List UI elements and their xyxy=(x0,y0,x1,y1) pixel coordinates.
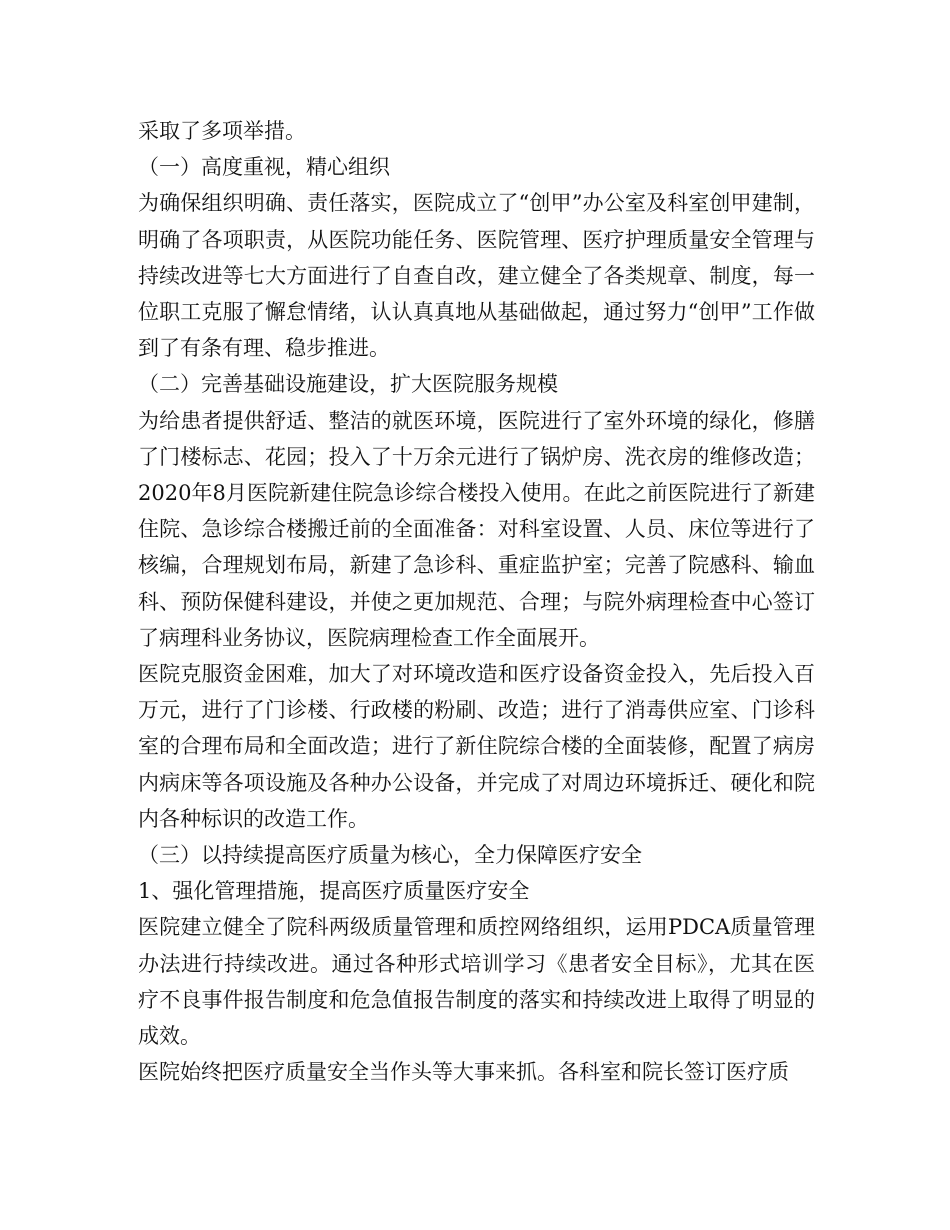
paragraph-quality-management: 医院建立健全了院科两级质量管理和质控网络组织，运用PDCA质量管理办法进行持续改进。通过各种形式培训学习《患者安全目标》，尤其在医疗不良事件报告制度和危急值报告制度的落实和持续改进上取得了明显的成效。 xyxy=(138,915,815,1049)
paragraph-investment: 医院克服资金困难，加大了对环境改造和医疗设备资金投入，先后投入百万元，进行了门诊楼、行政楼的粉刷、改造；进行了消毒供应室、门诊科室的合理布局和全面改造；进行了新住院综合楼的全面装修，配置了病房内病床等各项设施及各种办公设备，并完成了对周边环境拆迁、硬化和院内各种标识的改造工作。 xyxy=(138,662,815,831)
section-heading-3: （三）以持续提高医疗质量为核心，全力保障医疗安全 xyxy=(138,843,642,868)
section-heading-1: （一）高度重视，精心组织 xyxy=(138,155,390,180)
paragraph-organization: 为确保组织明确、责任落实，医院成立了“创甲”办公室及科室创甲建制，明确了各项职责，从医院功能任务、医院管理、医疗护理质量安全管理与持续改进等七大方面进行了自查自改，建立健全了各类规章、制度，每一位职工克服了懈怠情绪，认认真真地从基础做起，通过努力“创甲”工作做到了有条有理、稳步推进。 xyxy=(138,191,815,361)
subsection-heading-1: 1、强化管理措施，提高医疗质量医疗安全 xyxy=(138,879,530,904)
document-body xyxy=(138,113,815,1090)
paragraph-intro-tail: 采取了多项举措。 xyxy=(138,119,306,143)
paragraph-safety: 医院始终把医疗质量安全当作头等大事来抓。各科室和院长签订医疗质 xyxy=(138,1060,789,1085)
section-heading-2: （二）完善基础设施建设，扩大医院服务规模 xyxy=(138,372,558,397)
paragraph-infrastructure: 为给患者提供舒适、整洁的就医环境，医院进行了室外环境的绿化，修膳了门楼标志、花园；投入了十万余元进行了锅炉房、洗衣房的维修改造；2020年8月医院新建住院急诊综合楼投入使用。在此之前医院进行了新建住院、急诊综合楼搬迁前的全面准备：对科室设置、人员、床位等进行了核编，合理规划布局，新建了急诊科、重症监护室；完善了院感科、输血科、预防保健科建设，并使之更加规范、合理；与院外病理检查中心签订了病理科业务协议，医院病理检查工作全面展开。 xyxy=(138,408,815,650)
